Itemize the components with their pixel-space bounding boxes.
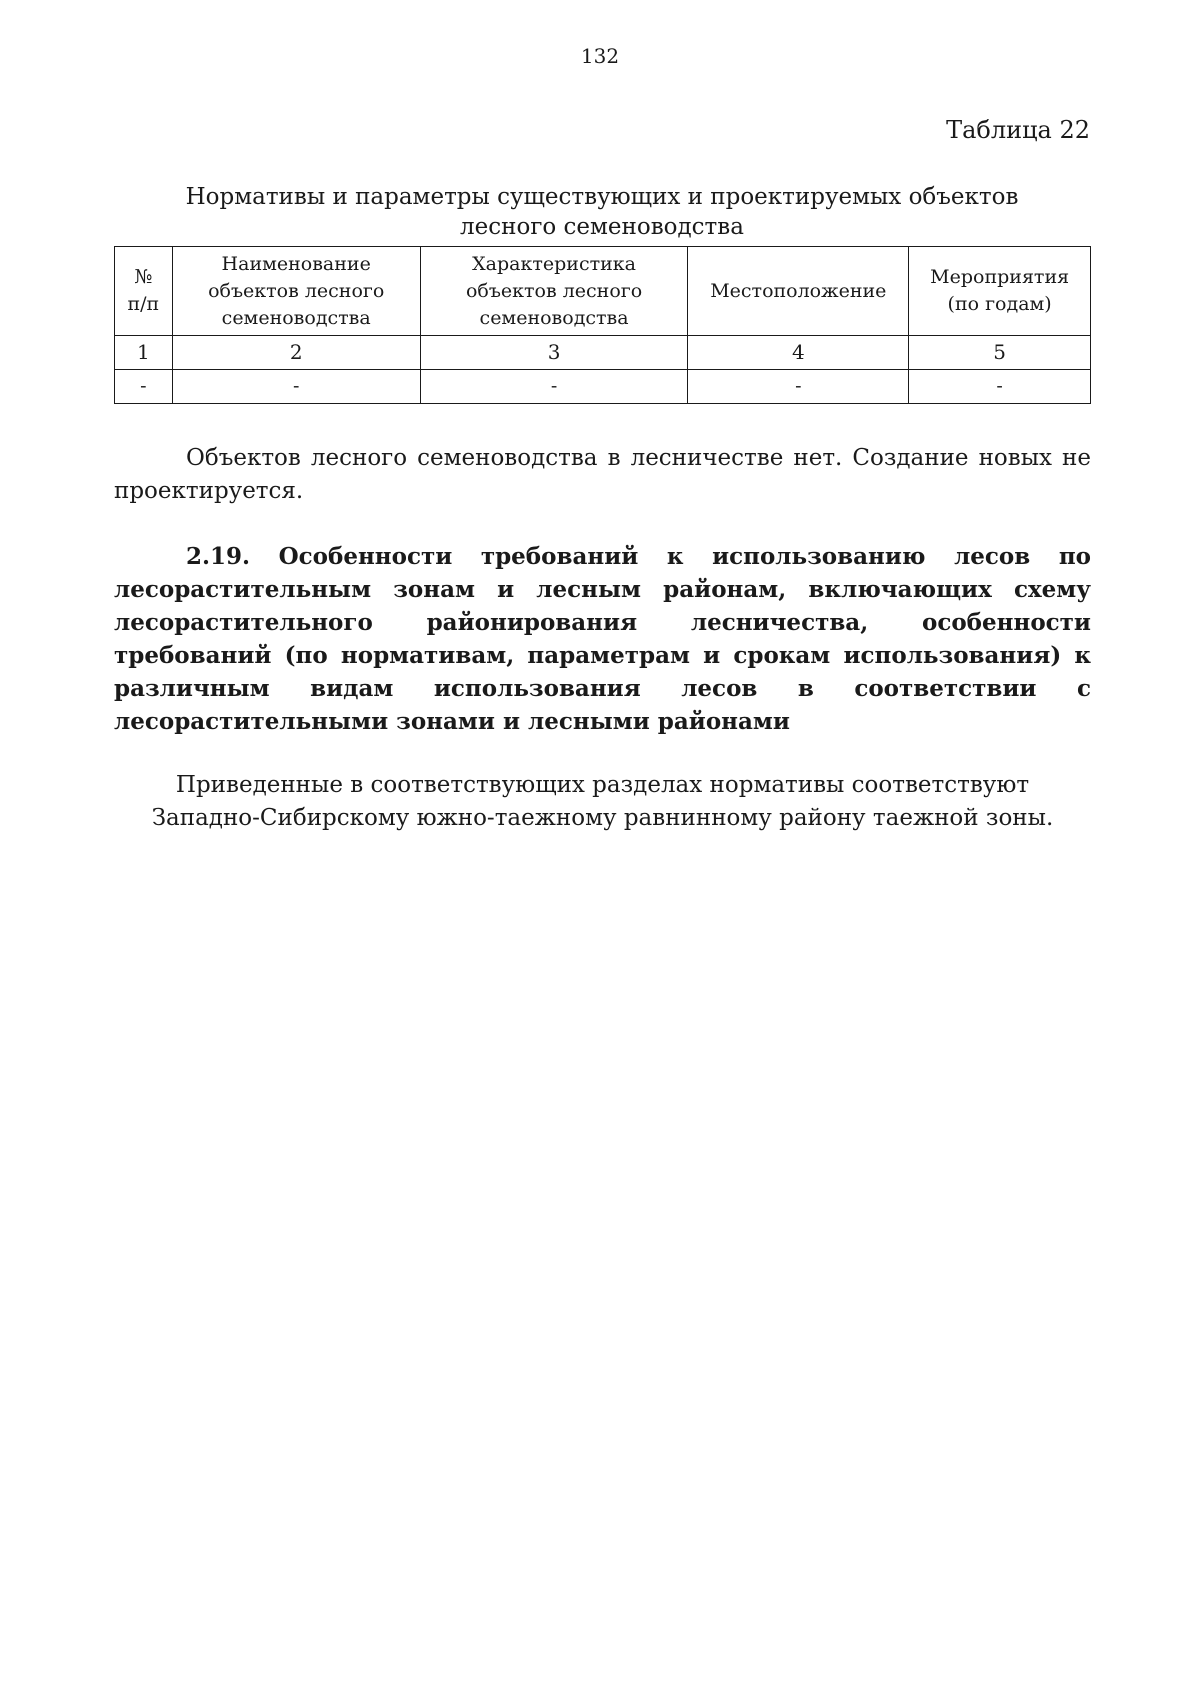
- header-cell-number: № п/п: [115, 247, 173, 336]
- table-cell: -: [688, 370, 909, 404]
- paragraph-line-2: Западно-Сибирскому южно-таежному равнинному району таежной зоны.: [151, 805, 1054, 831]
- column-number-cell: 2: [172, 336, 420, 370]
- table-cell: -: [420, 370, 688, 404]
- table-cell: -: [909, 370, 1091, 404]
- header-cell-activities: Мероприятия (по годам): [909, 247, 1091, 336]
- table-label: Таблица 22: [946, 116, 1090, 144]
- column-number-cell: 4: [688, 336, 909, 370]
- table-title-line-2: лесного семеноводства: [460, 214, 744, 240]
- table-cell: -: [172, 370, 420, 404]
- column-number-cell: 5: [909, 336, 1091, 370]
- no-objects-paragraph: Объектов лесного семеноводства в лесничестве нет. Создание новых не проектируется.: [114, 445, 1091, 504]
- norms-correspondence-paragraph: [114, 769, 1091, 835]
- column-number-cell: 1: [115, 336, 173, 370]
- table-row: [115, 370, 1091, 404]
- page-number: 132: [580, 44, 620, 68]
- table-column-numbers-row: [115, 336, 1091, 370]
- table-title: [114, 182, 1090, 242]
- table-cell: -: [115, 370, 173, 404]
- table-title-line-1: Нормативы и параметры существующих и проектируемых объектов: [185, 184, 1019, 210]
- norms-table: [114, 246, 1091, 404]
- header-cell-characteristic: Характеристика объектов лесного семеноводства: [420, 247, 688, 336]
- table-header-row: [115, 247, 1091, 336]
- column-number-cell: 3: [420, 336, 688, 370]
- header-cell-location: Местоположение: [688, 247, 909, 336]
- section-heading: 2.19. Особенности требований к использованию лесов по лесорастительным зонам и лесным районам, включающих схему лесорастительного районирования лесничества, особенности требований (по нормативам, параметрам и срокам использования) к различным видам использования лесов в соответствии с лесорастительными зонами и лесными районами: [114, 543, 1091, 735]
- paragraph-line-1: Приведенные в соответствующих разделах нормативы соответствуют: [175, 772, 1030, 798]
- header-cell-name: Наименование объектов лесного семеноводства: [172, 247, 420, 336]
